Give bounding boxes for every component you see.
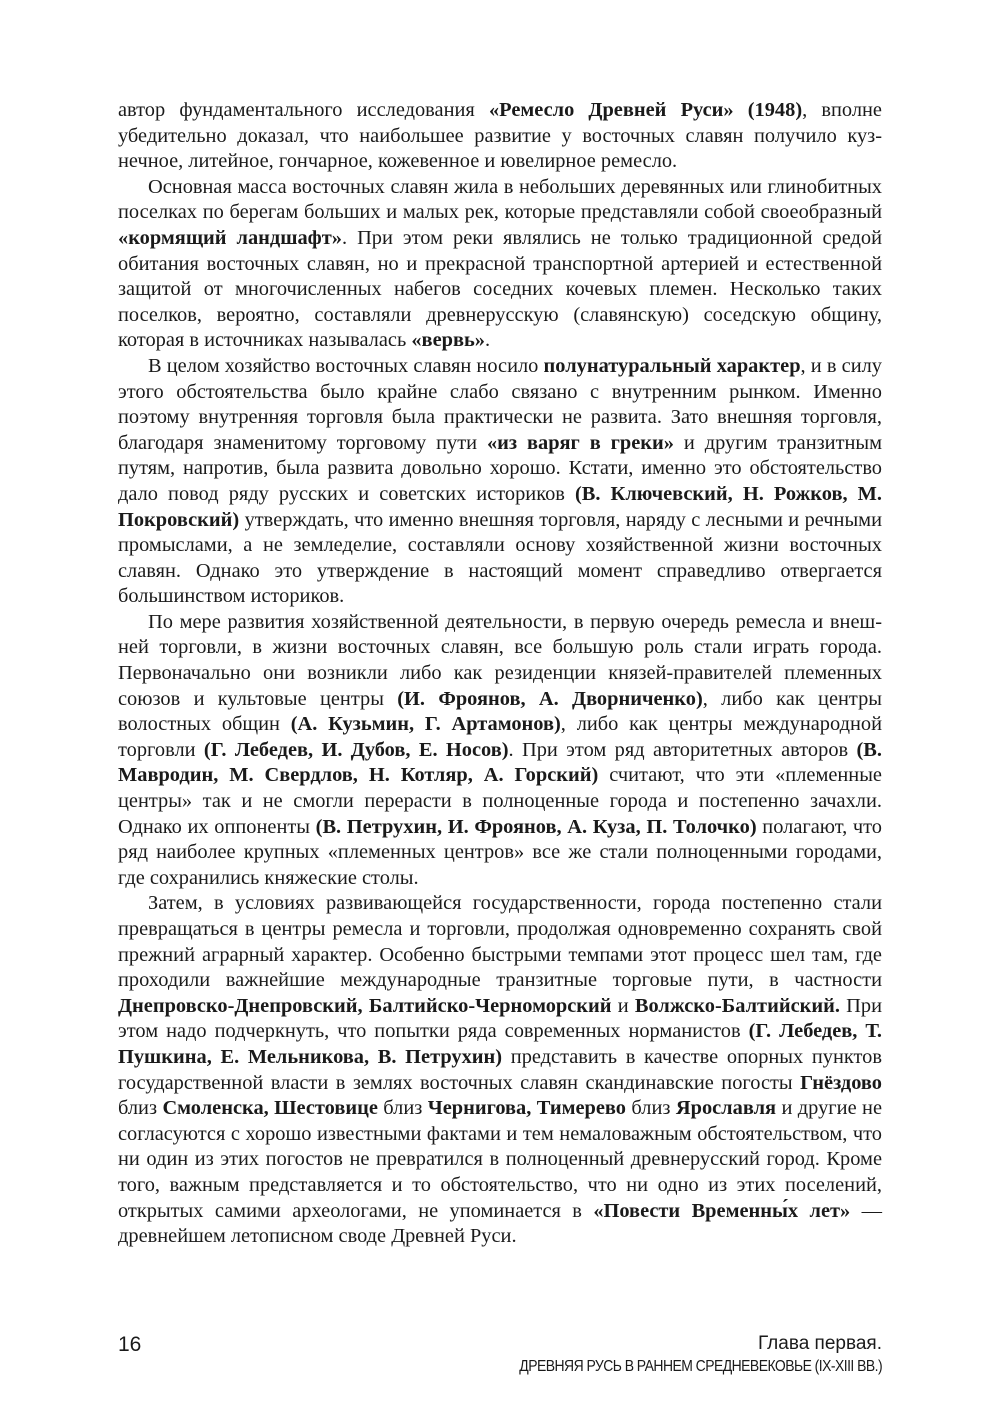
text-run: .	[484, 329, 491, 352]
bold-text: (В. Мавродин, М. Свердлов, Н. Котляр, А. Горский)	[118, 738, 883, 787]
text-run: — древнейшем летописном своде Древней Руси.	[118, 1199, 883, 1248]
bold-text: Волжско-Балтийский.	[634, 994, 840, 1017]
bold-text: «Повести Временны́х лет»	[593, 1199, 851, 1222]
text-run: Затем, в условиях развивающейся государственности, города постепенно стали превращаться в центры ремесла и торговли, продолжая одновременно сохранять свой прежний аграрный характер. Особенно быстрыми темпами этот процесс шел там, где проходили важнейшие международные транзитные торговые пути, в частности	[118, 892, 882, 992]
page-number: 16	[118, 1333, 142, 1356]
text-run: автор фундаментального исследования	[118, 99, 489, 121]
bold-text: полунатуральный характер	[543, 354, 801, 377]
text-run: , и в силу этого обстоятельства было крайне слабо связано с внутренним рынком. Именно поэтому внутренняя торговля была практически не развита. Зато внешняя торговля, благодаря знаменитому торговому пути	[118, 354, 882, 454]
text-run: утверждать, что именно внешняя торговля, наряду с лесными и речными промыслами, а не земледелие, составляли основу хозяйственной жизни восточных славян. Однако это утверждение в настоящий момент справедливо отвергается большинством историков.	[118, 508, 882, 608]
paragraph	[118, 610, 882, 892]
chapter-subtitle: ДРЕВНЯЯ РУСЬ В РАННЕМ СРЕДНЕВЕКОВЬЕ (IX-XIII ВВ.)	[519, 1358, 882, 1375]
text-run: Основная масса восточных славян жила в небольших деревянных или глинобитных поселках по берегам больших и малых рек, которые представляли собой своеобразный	[118, 175, 882, 224]
paragraph	[118, 175, 882, 354]
bold-text: «из варяг в греки»	[486, 431, 674, 454]
text-run: В целом хозяйство восточных славян носило	[148, 354, 544, 377]
chapter-title: Глава первая.	[757, 1333, 882, 1354]
page-body	[118, 98, 882, 1250]
bold-text: (И. Фроянов, А. Дворниченко)	[397, 687, 703, 710]
text-run: и другим транзитным путям, напротив, была развита довольно хорошо. Кстати, именно это обстоятельство дало повод ряду русских и советских историков	[118, 431, 882, 505]
text-run: полагают, что ряд наиболее крупных «племенных центров» все же стали полноценными городами, где сохранились княжеские столы.	[118, 815, 882, 889]
text-run: При этом надо подчеркнуть, что попытки ряда современных норманистов	[118, 994, 883, 1043]
bold-text: Гнёздово	[800, 1071, 882, 1094]
text-run: близ	[377, 1097, 428, 1120]
text-run: , либо как центры волостных общин	[118, 687, 882, 736]
text-run: , вполне убедительно доказал, что наибольшее развитие у восточных славян получило кузнечное, литейное, гончарное, кожевенное и ювелирное ремесло.	[118, 99, 882, 173]
text-run: , либо как центры международной торговли	[118, 713, 883, 761]
text-run: и другие не согласуются с хорошо известными фактами и тем немаловажным обстоятельством, что ни один из этих погостов не превратился в полноценный древнерусский город. Кроме того, важным представляется и то обстоятельство, что ни одно из этих поселений, открытых самими археологами, не упоминается в	[118, 1097, 882, 1222]
text-run: близ	[626, 1097, 676, 1120]
text-run: . При этом ряд авторитетных авторов	[508, 738, 857, 761]
bold-text: Чернигова, Тимерево	[427, 1097, 627, 1120]
paragraph	[118, 891, 882, 1249]
bold-text: Днепровско-Днепровский, Балтийско-Черноморский	[118, 994, 612, 1017]
text-run: близ	[118, 1097, 163, 1120]
bold-text: (А. Кузьмин, Г. Артамонов)	[290, 713, 561, 736]
bold-text: Ярославля	[675, 1097, 777, 1120]
text-run: По мере развития хозяйственной деятельности, в первую очередь ремесла и внешней торговли, в жизни восточных славян, все большую роль стали играть города. Первоначально они возникли либо как резиденции князей-правителей племенных союзов и культовые центры	[118, 610, 882, 710]
text-flow	[118, 98, 882, 1250]
bold-text: (Г. Лебедев, И. Дубов, Е. Носов)	[203, 738, 509, 761]
text-run: и	[611, 994, 635, 1017]
running-header	[479, 1332, 882, 1378]
bold-text: «кормящий ландшафт»	[118, 226, 342, 249]
paragraph	[118, 98, 882, 175]
bold-text: «вервь»	[411, 329, 485, 352]
bold-text: Смоленска, Шестовице	[162, 1097, 378, 1120]
bold-text: (Г. Лебедев, Т. Пушкина, Е. Мельникова, В. Петрухин)	[118, 1020, 882, 1068]
text-run: представить в качестве опорных пунктов государственной власти в землях восточных славян скандинавские погосты	[118, 1045, 883, 1094]
bold-text: «Ремесло Древней Руси» (1948)	[488, 99, 803, 121]
paragraph	[118, 354, 882, 610]
text-run: . При этом реки являлись не только традиционной средой обитания восточных славян, но и прекрасной транспортной артерией и естественной защитой от многочисленных набегов соседних кочевых племен. Несколько таких поселков, вероятно, составляли древнерусскую (славянскую) соседскую общину, которая в источниках называлась	[118, 226, 882, 352]
bold-text: (В. Петрухин, И. Фроянов, А. Куза, П. Толочко)	[315, 815, 757, 838]
text-run: считают, что эти «племенные центры» так и не смогли перерасти в полноценные города и постепенно зачахли. Однако их оппоненты	[118, 764, 882, 838]
bold-text: (В. Ключевский, Н. Рожков, М. Покровский)	[118, 482, 882, 531]
